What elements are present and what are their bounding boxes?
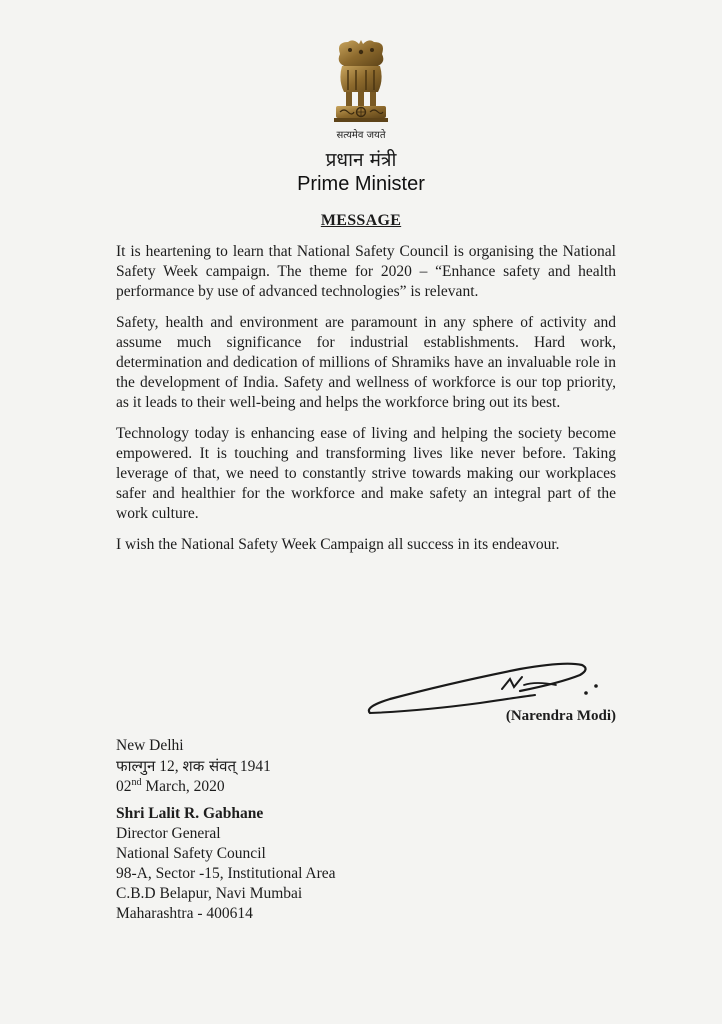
message-paragraph: Technology today is enhancing ease of living and helping the society become empowered. It is touching and transforming lives like never before. Taking leverage of that, we need to constantly strive towards making our workplaces safer and healthier for the workforce and make safety an integral part of the work culture. [116, 424, 616, 523]
office-title-hindi: प्रधान मंत्री [325, 149, 397, 171]
dateline [116, 736, 271, 797]
office-title-english: Prime Minister [297, 173, 425, 195]
hindi-day: 12, [155, 758, 183, 775]
emblem-motto: सत्यमेव जयते [336, 130, 386, 141]
addressee-line: Director General [116, 825, 221, 842]
date-suffix: nd [131, 776, 142, 788]
hindi-month: फाल्गुन [116, 757, 156, 775]
date-day: 02 [116, 778, 132, 795]
addressee-block [116, 804, 336, 924]
message-paragraph: I wish the National Safety Week Campaign all success in its endeavour. [116, 535, 560, 553]
addressee-line: Maharashtra - 400614 [116, 905, 253, 922]
hindi-date [116, 756, 271, 777]
place-name: New Delhi [116, 737, 184, 754]
addressee-name: Shri Lalit R. Gabhane [116, 805, 264, 822]
message-paragraph: Safety, health and environment are paramount in any sphere of activity and assume much significance for industrial establishments. Hard work, determination and dedication of millions of Shramiks have an invaluable role in the development of India. Safety and wellness of workforce is our top priority, as it leads to their well-being and helps the workforce bring out its best. [116, 313, 616, 412]
signer-name: (Narendra Modi) [505, 708, 616, 724]
message-paragraph: It is heartening to learn that National Safety Council is organising the National Safety Week campaign. The theme for 2020 – “Enhance safety and health performance by use of advanced technologies” is relevant. [116, 243, 616, 301]
english-date [116, 777, 271, 797]
addressee-line: 98-A, Sector -15, Institutional Area [116, 865, 336, 882]
message-heading: MESSAGE [320, 212, 402, 229]
message-body [116, 242, 616, 565]
hindi-year: 1941 [236, 758, 271, 775]
addressee-line: National Safety Council [116, 845, 266, 862]
addressee-line: C.B.D Belapur, Navi Mumbai [116, 885, 303, 902]
national-emblem-icon [326, 36, 396, 132]
date-rest: March, 2020 [141, 778, 225, 795]
hindi-era: शक संवत् [182, 757, 237, 775]
